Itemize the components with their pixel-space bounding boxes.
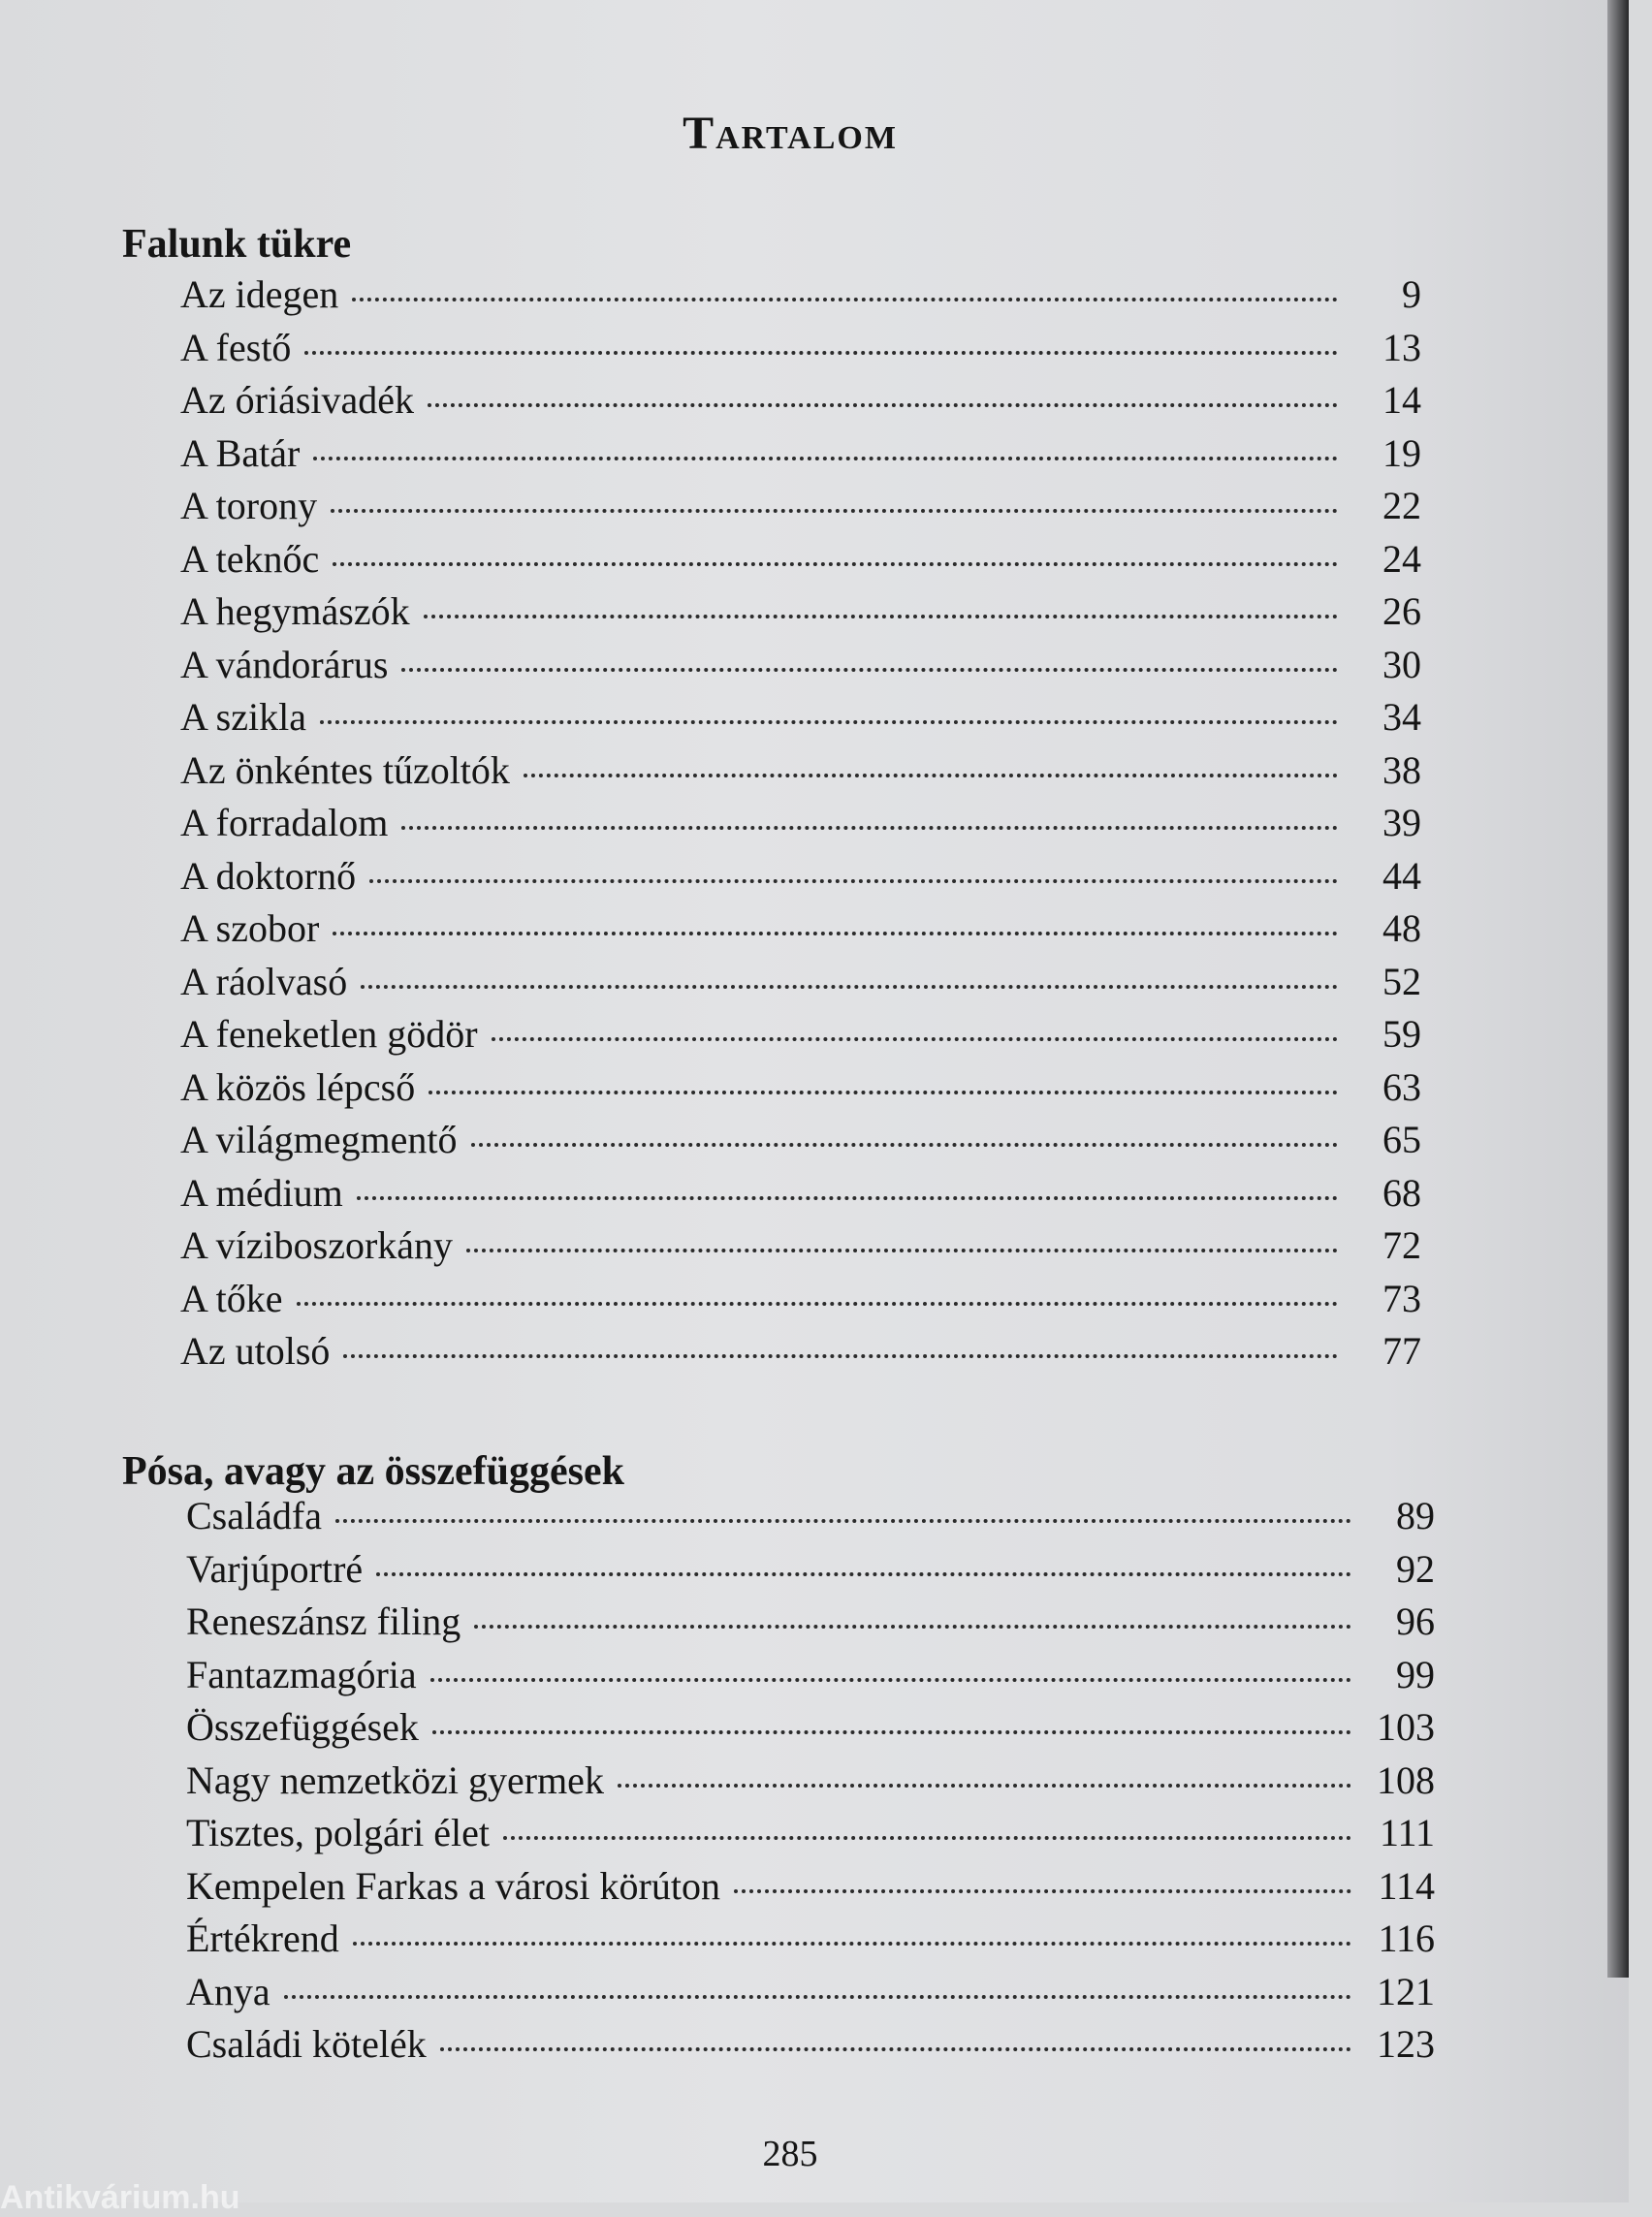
dot-leader bbox=[440, 2047, 1351, 2051]
toc-entry-page: 30 bbox=[1382, 642, 1421, 686]
toc-entry-title: Nagy nemzetközi gyermek bbox=[186, 1758, 604, 1802]
toc-entry-page: 116 bbox=[1378, 1916, 1435, 1960]
toc-entry bbox=[180, 1011, 1421, 1063]
dot-leader bbox=[734, 1889, 1351, 1893]
toc-entry bbox=[180, 1170, 1421, 1222]
toc-entry-page: 65 bbox=[1382, 1118, 1421, 1161]
dot-leader bbox=[343, 1354, 1338, 1358]
toc-entry-page: 13 bbox=[1382, 325, 1421, 369]
toc-entry bbox=[180, 1328, 1421, 1380]
toc-entry-page: 114 bbox=[1378, 1863, 1435, 1908]
toc-entry-page: 9 bbox=[1402, 272, 1421, 316]
toc-entry-title: Családi kötelék bbox=[186, 2022, 427, 2066]
section-title: Pósa, avagy az összefüggések bbox=[122, 1449, 624, 1494]
dot-leader bbox=[401, 826, 1338, 830]
toc-entry-title: A szobor bbox=[180, 906, 320, 950]
dot-leader bbox=[331, 509, 1338, 513]
dot-leader bbox=[401, 668, 1338, 672]
toc-entry-page: 52 bbox=[1382, 959, 1421, 1003]
toc-entry bbox=[180, 905, 1421, 958]
toc-entry-page: 26 bbox=[1382, 589, 1421, 633]
dot-leader bbox=[503, 1836, 1351, 1840]
toc-entry-title: Tisztes, polgári élet bbox=[186, 1811, 490, 1854]
toc-entry-page: 38 bbox=[1382, 747, 1421, 792]
toc-entry-page: 14 bbox=[1382, 378, 1421, 422]
toc-entry bbox=[186, 1863, 1435, 1916]
toc-entry bbox=[186, 1969, 1435, 2021]
dot-leader bbox=[313, 457, 1338, 460]
toc-entry bbox=[180, 747, 1421, 800]
toc-entry-page: 73 bbox=[1382, 1276, 1421, 1320]
toc-entry-title: A víziboszorkány bbox=[180, 1223, 454, 1267]
toc-entry bbox=[180, 959, 1421, 1011]
dot-leader bbox=[474, 1625, 1351, 1629]
toc-entry bbox=[180, 271, 1421, 324]
toc-entry-title: A doktornő bbox=[180, 853, 357, 898]
toc-entry-title: A médium bbox=[180, 1170, 343, 1215]
toc-entry-title: A forradalom bbox=[180, 801, 389, 844]
toc-entry-page: 96 bbox=[1396, 1599, 1435, 1643]
toc-entry bbox=[180, 800, 1421, 852]
dot-leader bbox=[428, 403, 1338, 407]
toc-entry-page: 19 bbox=[1382, 430, 1421, 475]
dot-leader bbox=[369, 879, 1338, 883]
toc-entry-page: 44 bbox=[1382, 853, 1421, 898]
toc-entry-title: A vándorárus bbox=[180, 642, 389, 686]
toc-entry-title: A hegymászók bbox=[180, 589, 410, 633]
page-number: 285 bbox=[762, 2134, 818, 2174]
dot-leader bbox=[352, 298, 1338, 301]
toc-entry-page: 39 bbox=[1382, 801, 1421, 844]
toc-entry-page: 92 bbox=[1396, 1546, 1435, 1591]
toc-entry bbox=[186, 1652, 1435, 1704]
toc-entry bbox=[186, 1704, 1435, 1757]
toc-entry bbox=[180, 1222, 1421, 1275]
toc-entry-title: Az óriásivadék bbox=[180, 378, 415, 422]
toc-entry-title: A feneketlen gödör bbox=[180, 1012, 478, 1056]
toc-entry-title: Az idegen bbox=[180, 272, 339, 316]
page-title: Tartalom bbox=[683, 108, 898, 159]
toc-entry bbox=[180, 325, 1421, 377]
toc-entry bbox=[180, 1276, 1421, 1328]
toc-entry bbox=[180, 853, 1421, 905]
toc-entry bbox=[186, 1810, 1435, 1862]
toc-entry-title: Összefüggések bbox=[186, 1705, 419, 1749]
toc-entry-page: 77 bbox=[1382, 1329, 1421, 1373]
toc-entry bbox=[180, 377, 1421, 429]
toc-entry bbox=[180, 1117, 1421, 1169]
dot-leader bbox=[432, 1730, 1351, 1734]
dot-leader bbox=[466, 1249, 1338, 1252]
toc-entry-page: 22 bbox=[1382, 484, 1421, 527]
toc-entry bbox=[180, 1064, 1421, 1117]
toc-entry-page: 89 bbox=[1396, 1494, 1435, 1537]
toc-entry-title: Az önkéntes tűzoltók bbox=[180, 747, 510, 792]
toc-entry-page: 34 bbox=[1382, 695, 1421, 739]
dot-leader bbox=[524, 774, 1338, 777]
dot-leader bbox=[492, 1037, 1338, 1041]
dot-leader bbox=[618, 1784, 1351, 1788]
toc-entry-title: A Batár bbox=[180, 430, 301, 475]
toc-entry-page: 48 bbox=[1382, 906, 1421, 950]
toc-entry bbox=[186, 1758, 1435, 1810]
toc-entry-title: Kempelen Farkas a városi körúton bbox=[186, 1863, 720, 1908]
toc-entry-title: A közös lépcső bbox=[180, 1064, 416, 1109]
dot-leader bbox=[335, 1519, 1351, 1523]
toc-entry bbox=[186, 1546, 1435, 1599]
toc-entry bbox=[180, 694, 1421, 746]
toc-entry-page: 103 bbox=[1377, 1705, 1435, 1749]
toc-entry bbox=[180, 588, 1421, 641]
toc-entry-page: 121 bbox=[1377, 1969, 1435, 2013]
toc-entry-title: A torony bbox=[180, 484, 318, 527]
toc-entry bbox=[186, 1916, 1435, 1968]
toc-entry-page: 108 bbox=[1377, 1758, 1435, 1802]
dot-leader bbox=[376, 1572, 1351, 1576]
toc-entry bbox=[186, 2021, 1435, 2074]
toc-entry-page: 63 bbox=[1382, 1064, 1421, 1109]
toc-entry-title: Családfa bbox=[186, 1494, 322, 1537]
toc-entry-title: Az utolsó bbox=[180, 1329, 331, 1373]
toc-entry-title: A ráolvasó bbox=[180, 959, 348, 1003]
toc-entry bbox=[180, 483, 1421, 535]
toc-entry-page: 111 bbox=[1379, 1811, 1435, 1854]
toc-entry-page: 68 bbox=[1382, 1170, 1421, 1215]
dot-leader bbox=[304, 351, 1338, 355]
toc-entry-title: Fantazmagória bbox=[186, 1652, 417, 1696]
toc-entry-title: A festő bbox=[180, 325, 292, 369]
dot-leader bbox=[333, 932, 1338, 935]
toc-entry-page: 24 bbox=[1382, 536, 1421, 581]
toc-entry-page: 59 bbox=[1382, 1012, 1421, 1056]
book-spine-shadow bbox=[1607, 0, 1629, 1978]
dot-leader bbox=[361, 985, 1338, 989]
dot-leader bbox=[320, 720, 1338, 724]
dot-leader bbox=[297, 1302, 1338, 1306]
toc-entry-title: A teknőc bbox=[180, 536, 320, 581]
dot-leader bbox=[471, 1143, 1338, 1147]
watermark: Antikvárium.hu bbox=[0, 2179, 240, 2216]
dot-leader bbox=[424, 615, 1338, 618]
toc-entry-page: 123 bbox=[1377, 2022, 1435, 2066]
toc-entry bbox=[180, 536, 1421, 588]
dot-leader bbox=[357, 1196, 1338, 1200]
toc-entry bbox=[186, 1493, 1435, 1545]
section-title: Falunk tükre bbox=[122, 222, 352, 267]
dot-leader bbox=[284, 1995, 1351, 1999]
toc-entry-title: A szikla bbox=[180, 695, 306, 739]
toc-entry-title: Reneszánsz filing bbox=[186, 1599, 461, 1643]
toc-entry-title: Értékrend bbox=[186, 1916, 339, 1960]
dot-leader bbox=[430, 1678, 1351, 1682]
dot-leader bbox=[353, 1942, 1351, 1946]
toc-entry-page: 99 bbox=[1396, 1652, 1435, 1696]
toc-entry bbox=[186, 1599, 1435, 1651]
dot-leader bbox=[333, 562, 1338, 566]
toc-entry bbox=[180, 430, 1421, 483]
toc-entry-title: A világmegmentő bbox=[180, 1118, 458, 1161]
toc-entry-page: 72 bbox=[1382, 1223, 1421, 1267]
toc-entry-title: Varjúportré bbox=[186, 1546, 364, 1591]
dot-leader bbox=[429, 1091, 1338, 1094]
toc-entry-title: A tőke bbox=[180, 1276, 283, 1320]
toc-entry bbox=[180, 642, 1421, 694]
toc-entry-title: Anya bbox=[186, 1969, 270, 2013]
